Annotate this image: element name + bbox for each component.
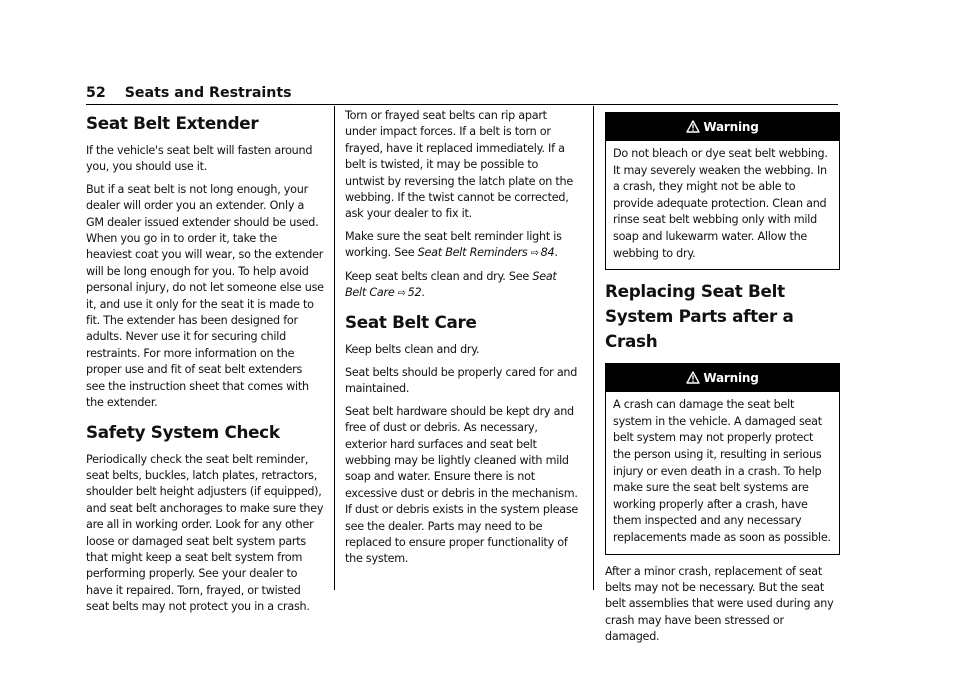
torn-paragraph: Torn or frayed seat belts can rip apart under impact forces. If a belt is torn or frayed, have it replaced immediately. If a belt is twisted, it may be possible to untwist by reversing the latch plate on the webbing. If the twist cannot be corrected, ask your dealer to fix it. [345,109,573,221]
warning-header [606,113,839,141]
care-paragraph-2: Seat belts should be properly cared for and maintained. [345,365,578,396]
warning-triangle-icon [686,120,700,137]
reminder-suffix: . [554,246,558,260]
warning-text: A crash can damage the seat belt system in the vehicle. A damaged seat belt system may not properly protect the person using it, resulting in serious injury or even death in a crash. To help make sure the seat belt systems are working properly after a crash, have them inspected and any necessary replacements made as soon as possible. [613,398,831,544]
care-link[interactable]: Seat Belt Care [345,269,557,300]
replace-heading: Replacing Seat Belt System Parts after a Crash [605,281,794,352]
column-left [86,112,324,616]
extender-paragraph-1: If the vehicle's seat belt will fasten around you, you should use it. [86,144,313,174]
reminder-page[interactable]: 84 [540,246,555,260]
section-title: Seats and Restraints [124,85,292,101]
reminder-link[interactable]: Seat Belt Reminders [417,246,528,260]
column-divider [334,106,335,590]
page-number: 52 [86,85,106,101]
after-crash-paragraph: After a minor crash, replacement of seat belts may not be necessary. But the seat belt assemblies that were used during any crash may have been stressed or damaged. [605,564,834,644]
extender-paragraph-2: But if a seat belt is not long enough, your dealer will order you an extender. Only a GM dealer issued extender should be used. When you go in to order it, take the heaviest coat you will wear, so the extender will be long enough for you. To help avoid personal injury, do not let someone else use it, and use it only for the seat it is made to fit. The extender has been designed for adults. Never use it for securing child restraints. For more information on the proper use and fit of seat belt extenders see the instruction sheet that comes with the extender. [86,182,324,410]
care-paragraph-1: Keep belts clean and dry. [345,343,480,357]
warning-box [605,363,840,554]
care-paragraph-3: Seat belt hardware should be kept dry and free of dust or debris. As necessary, exterior hard surfaces and seat belt webbing may be lightly cleaned with mild soap and water. Ensure there is not excessive dust or debris in the mechanism. If dust or debris exists in the system please see the dealer. Parts may need to be replaced to ensure proper functionality of the system. [345,404,579,566]
clean-suffix: . [421,286,425,300]
clean-paragraph [345,269,579,303]
care-page[interactable]: 52 [407,286,422,300]
column-middle [345,108,579,568]
reminder-text: Make sure the seat belt reminder light is working. See [345,229,562,260]
page-ref-arrow-icon: ⇨ [397,288,406,300]
clean-text: Keep seat belts clean and dry. See [345,269,533,283]
warning-triangle-icon [686,371,700,388]
warning-label: Warning [703,371,759,386]
safety-heading: Safety System Check [86,421,280,442]
page-ref-arrow-icon: ⇨ [530,248,539,260]
reminder-paragraph [345,229,579,263]
warning-label: Warning [703,120,759,134]
page-header [86,84,838,105]
safety-paragraph: Periodically check the seat belt reminder, seat belts, buckles, latch plates, retractors, shoulder belt height adjusters (if equipped), and seat belt anchorages to make sure they are all in working order. Look for any other loose or damaged seat belt system parts that might keep a seat belt system from performing properly. See your dealer to have it repaired. Torn, frayed, or twisted seat belts may not protect you in a crash. [86,452,324,614]
warning-box [605,112,840,270]
warning-text: Do not bleach or dye seat belt webbing. It may severely weaken the webbing. In a crash, they might not be able to provide adequate protection. Clean and rinse seat belt webbing only with mild soap and lukewarm water. Allow the webbing to dry. [613,147,828,260]
column-right [605,112,840,646]
warning-header [606,364,839,392]
extender-heading: Seat Belt Extender [86,113,259,133]
column-divider [593,106,594,590]
care-heading: Seat Belt Care [345,312,477,333]
